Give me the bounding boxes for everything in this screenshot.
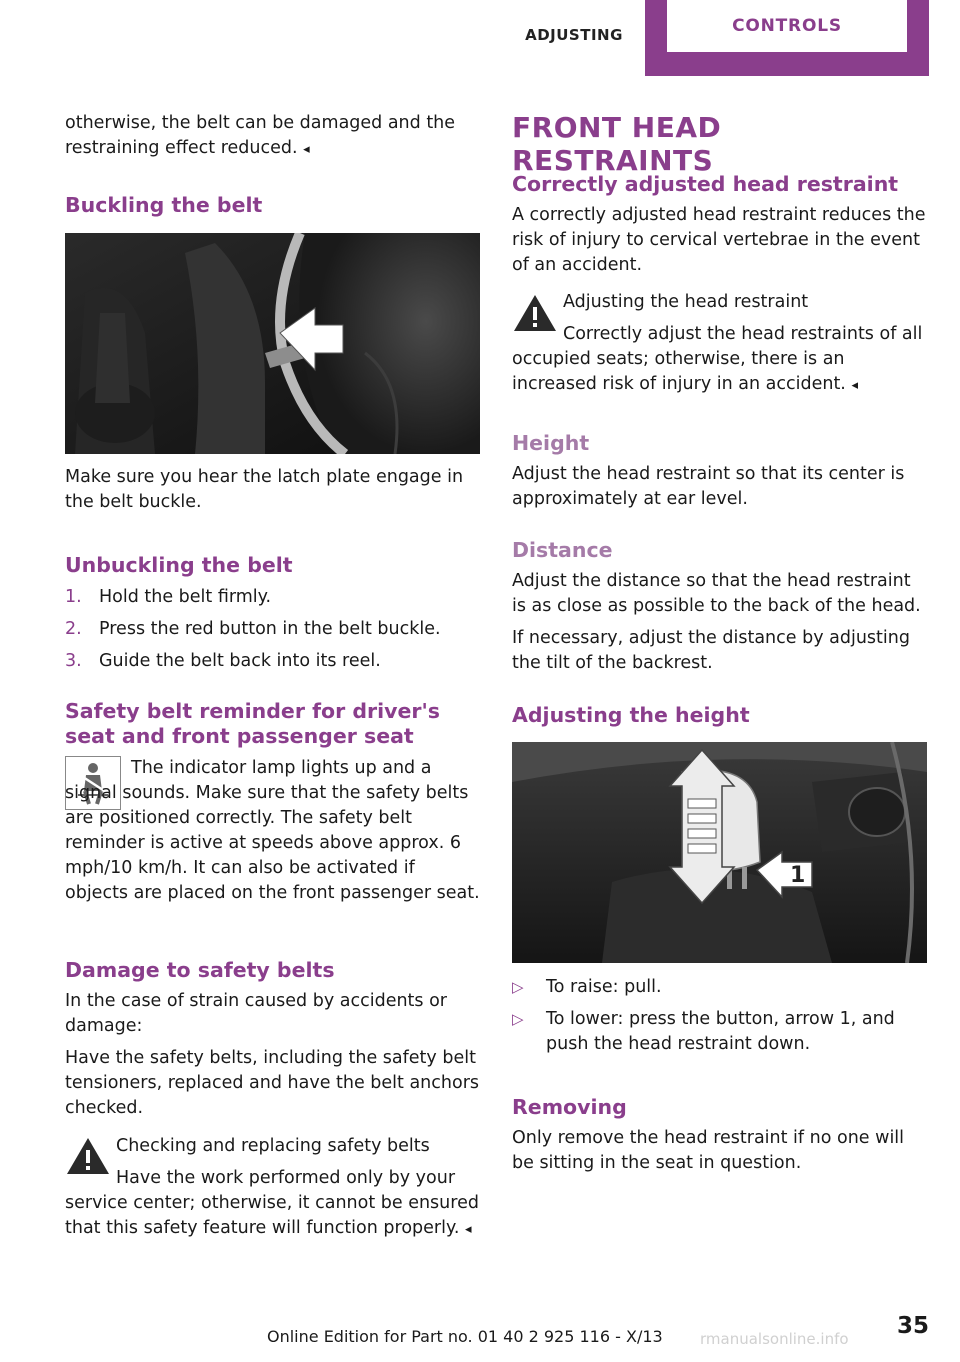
page-number: 35 xyxy=(897,1313,930,1339)
buckle-illustration xyxy=(65,233,480,454)
arrow-label-1: 1 xyxy=(790,863,806,888)
step-number: 3. xyxy=(65,651,82,671)
unbuckling-heading: Unbuckling the belt xyxy=(65,553,293,577)
step-number: 2. xyxy=(65,619,82,639)
watermark: rmanualsonline.info xyxy=(700,1330,849,1348)
correct-heading: Correctly adjusted head restraint xyxy=(512,172,899,196)
list-item xyxy=(65,617,480,642)
correct-text: A correctly adjusted head restraint reduces the risk of injury to cervical vertebrae in the event of an accident. xyxy=(512,205,926,275)
main-heading: FRONT HEAD RESTRAINTS xyxy=(512,111,722,177)
removing-text: Only remove the head restraint if no one will be sitting in the seat in question. xyxy=(512,1128,905,1173)
chapter-tab-label: CONTROLS xyxy=(667,0,907,52)
head-restraint-photo xyxy=(512,742,927,963)
removing-heading: Removing xyxy=(512,1095,627,1119)
intro-paragraph xyxy=(65,111,465,162)
triangle-bullet-icon: ▷ xyxy=(512,1010,524,1028)
intro-text: otherwise, the belt can be damaged and the restraining effect reduced. xyxy=(65,113,456,158)
step-text: Guide the belt back into its reel. xyxy=(99,651,381,671)
buckling-text: Make sure you hear the latch plate engage in the belt buckle. xyxy=(65,467,464,512)
triangle-bullet-icon: ▷ xyxy=(512,978,524,996)
distance-text-1: Adjust the distance so that the head restraint is as close as possible to the back of the head. xyxy=(512,571,921,616)
reminder-text: The indicator lamp lights up and a signal sounds. Make sure that the safety belts are positioned correctly. The safety belt reminder is active at speeds above approx. 6 mph/10 km/h. It can also be activated if objects are placed on the front passenger seat. xyxy=(65,758,480,903)
item-text: To raise: pull. xyxy=(546,977,662,997)
height-text: Adjust the head restraint so that its center is approximately at ear level. xyxy=(512,464,905,509)
section-tab-adjusting: ADJUSTING xyxy=(525,26,623,44)
item-text: To lower: press the button, arrow 1, and push the head restraint down. xyxy=(546,1009,895,1054)
distance-heading: Distance xyxy=(512,538,613,562)
reminder-heading: Safety belt reminder for driver's seat and front passenger seat xyxy=(65,699,440,748)
buckle-photo xyxy=(65,233,480,454)
step-number: 1. xyxy=(65,587,82,607)
edition-footer: Online Edition for Part no. 01 40 2 925 116 - X/13 xyxy=(267,1327,663,1346)
end-mark: ◂ xyxy=(851,378,858,393)
warning-title: Checking and replacing safety belts xyxy=(116,1136,430,1156)
warning-paragraph xyxy=(65,1166,480,1242)
chapter-tab xyxy=(645,0,929,76)
buckling-heading: Buckling the belt xyxy=(65,193,263,217)
list-item xyxy=(512,1007,930,1057)
list-item xyxy=(65,585,480,610)
warning-title: Adjusting the head restraint xyxy=(563,292,809,312)
end-mark: ◂ xyxy=(303,142,310,157)
warning-text: Correctly adjust the head restraints of all occupied seats; otherwise, there is an increased risk of injury in an accident. xyxy=(512,324,923,394)
damage-text-2: Have the safety belts, including the safety belt tensioners, replaced and have the belt anchors checked. xyxy=(65,1048,480,1118)
damage-text-1: In the case of strain caused by accidents or damage: xyxy=(65,991,447,1036)
end-mark: ◂ xyxy=(464,1222,472,1237)
head-restraint-illustration xyxy=(512,742,927,963)
damage-heading: Damage to safety belts xyxy=(65,958,335,982)
height-heading: Height xyxy=(512,431,590,455)
step-text: Press the red button in the belt buckle. xyxy=(99,619,441,639)
list-item xyxy=(65,649,480,674)
list-item xyxy=(512,975,930,1000)
adjust-heading: Adjusting the height xyxy=(512,703,750,727)
step-text: Hold the belt firmly. xyxy=(99,587,272,607)
warning-text: Have the work performed only by your service center; otherwise, it cannot be ensured that this safety feature will function properly. xyxy=(65,1168,479,1238)
warning-paragraph xyxy=(512,322,930,398)
distance-text-2: If necessary, adjust the distance by adjusting the tilt of the backrest. xyxy=(512,628,910,673)
